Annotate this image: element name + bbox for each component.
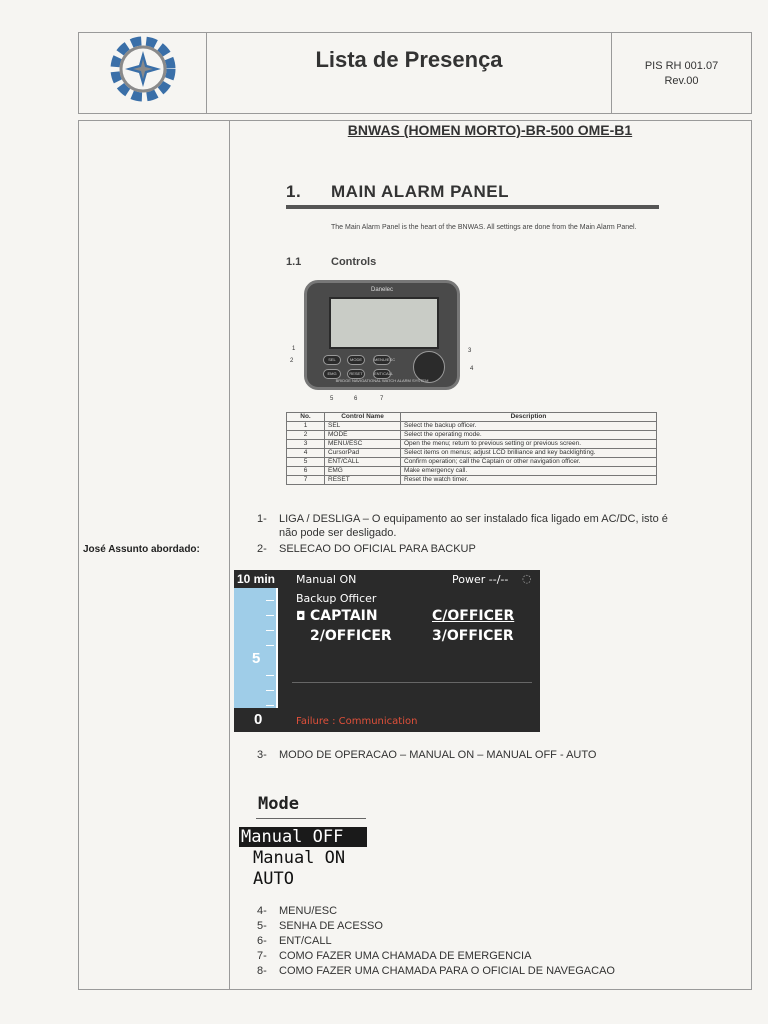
item-number: 4-: [257, 905, 267, 917]
cell-name: EMG: [325, 467, 401, 476]
list-item: [257, 949, 531, 963]
device-button-emg: EMG: [323, 369, 341, 379]
list-item: [257, 904, 337, 919]
doc-code: [612, 59, 751, 89]
mode-menu-title: Mode: [258, 794, 299, 814]
item-number: 8-: [257, 965, 267, 977]
alarm-panel-image: [304, 280, 460, 390]
item-text: MODO DE OPERACAO – MANUAL ON – MANUAL OFF - AUTO: [279, 749, 597, 761]
cell-desc: Select the backup officer.: [401, 422, 657, 431]
lcd-mode: Manual ON: [296, 573, 357, 586]
cell-name: RESET: [325, 476, 401, 485]
scale-low: 0: [234, 708, 278, 732]
lcd-power: Power --/--: [452, 573, 509, 586]
item-continuation: não pode ser desligado.: [279, 527, 397, 539]
document-subtitle: BNWAS (HOMEN MORTO)-BR-500 OME-B1: [347, 122, 633, 138]
device-button-menu: MENU/ESC: [373, 355, 391, 365]
scale-tick: [266, 615, 274, 616]
item-number: 6-: [257, 935, 267, 947]
item-text: ENT/CALL: [279, 935, 332, 947]
item-text: SENHA DE ACESSO: [279, 920, 383, 932]
list-item: [257, 919, 383, 933]
callout-5: 5: [330, 396, 334, 402]
lcd-heading: Backup Officer: [296, 592, 377, 605]
cell-no: 1: [287, 422, 325, 431]
col-control: Control Name: [325, 413, 401, 422]
table-row: [287, 449, 657, 458]
table-row: [287, 422, 657, 431]
item-number: 1-: [257, 513, 267, 525]
cell-no: 7: [287, 476, 325, 485]
doc-code-cell: [611, 33, 751, 113]
mode-option-manual-on: Manual ON: [253, 848, 346, 868]
left-label: José Assunto abordado:: [83, 544, 200, 555]
device-button-mode: MODE: [347, 355, 365, 365]
cell-no: 4: [287, 449, 325, 458]
callout-7: 7: [380, 396, 384, 402]
mode-option-auto: AUTO: [253, 869, 294, 889]
list-item: [257, 934, 332, 948]
item-text: COMO FAZER UMA CHAMADA PARA O OFICIAL DE NAVEGACAO: [279, 965, 615, 977]
lcd-spinner-icon: ◌: [522, 572, 532, 585]
table-row: [287, 458, 657, 467]
cell-name: SEL: [325, 422, 401, 431]
cell-no: 2: [287, 431, 325, 440]
callout-1: 1: [292, 346, 296, 352]
document-header: [78, 32, 752, 114]
backup-officer-screen: [234, 570, 540, 732]
scale-tick: [266, 645, 274, 646]
cell-name: MENU/ESC: [325, 440, 401, 449]
item-text: MENU/ESC: [279, 905, 338, 917]
mode-option-manual-off: Manual OFF: [239, 827, 367, 847]
device-button-sel: SEL: [323, 355, 341, 365]
subsection-number: 1.1: [286, 256, 302, 268]
doc-code-number: PIS RH 001.07: [644, 60, 719, 72]
company-logo-icon: [79, 33, 207, 113]
selected-marker-icon: ◘: [296, 609, 306, 623]
col-no: No.: [287, 413, 325, 422]
doc-revision: Rev.00: [664, 75, 699, 87]
callout-4: 4: [470, 366, 474, 372]
controls-table-header: [287, 413, 657, 422]
section-heading: [286, 182, 509, 202]
cell-desc: Select items on menus; adjust LCD brilliance and key backlighting.: [401, 449, 657, 458]
scale-tick: [266, 630, 274, 631]
page-title: Lista de Presença: [315, 47, 503, 72]
timer-label: 10 min: [234, 570, 278, 588]
item-text: LIGA / DESLIGA – O equipamento ao ser instalado fica ligado em AC/DC, isto é: [279, 513, 668, 525]
scale-tick: [266, 705, 274, 706]
officer-3-officer: 3/OFFICER: [432, 628, 514, 644]
cell-desc: Make emergency call.: [401, 467, 657, 476]
mode-menu-rule: [256, 818, 366, 819]
device-button-ent: ENT/CALL: [373, 369, 391, 379]
callout-2: 2: [290, 358, 294, 364]
device-footer: BRIDGE NAVIGATIONAL WATCH ALARM SYSTEM: [335, 378, 429, 383]
cell-no: 6: [287, 467, 325, 476]
cell-desc: Confirm operation; call the Captain or other navigation officer.: [401, 458, 657, 467]
subsection-heading: [286, 256, 376, 268]
item-number: 7-: [257, 950, 267, 962]
col-description: Description: [401, 413, 657, 422]
list-item: [257, 512, 737, 540]
cell-name: MODE: [325, 431, 401, 440]
item-text: SELECAO DO OFICIAL PARA BACKUP: [279, 543, 476, 555]
officer-captain: CAPTAIN: [310, 608, 378, 624]
item-number: 2-: [257, 543, 267, 555]
lcd-failure: Failure : Communication: [296, 716, 418, 727]
scale-tick: [266, 675, 274, 676]
item-number: 5-: [257, 920, 267, 932]
cell-desc: Open the menu; return to previous setting or previous screen.: [401, 440, 657, 449]
officer-2-officer: 2/OFFICER: [310, 628, 392, 644]
subsection-title: Controls: [331, 256, 377, 268]
scale-tick: [266, 600, 274, 601]
table-row: [287, 440, 657, 449]
cell-no: 3: [287, 440, 325, 449]
device-button-reset: RESET: [347, 369, 365, 379]
section-title: MAIN ALARM PANEL: [331, 182, 509, 201]
cell-desc: Select the operating mode.: [401, 431, 657, 440]
item-text: COMO FAZER UMA CHAMADA DE EMERGENCIA: [279, 950, 532, 962]
list-item: [257, 748, 596, 762]
logo-cell: [79, 33, 207, 113]
cell-no: 5: [287, 458, 325, 467]
device-lcd: [329, 297, 439, 349]
device-brand: Danelec: [370, 287, 393, 293]
officer-c-officer: C/OFFICER: [432, 608, 515, 624]
section-rule: [286, 205, 659, 209]
scale-mid: 5: [252, 650, 261, 667]
section-paragraph: The Main Alarm Panel is the heart of the BNWAS. All settings are done from the Main Alarm Panel.: [331, 224, 637, 231]
content-area: [0, 120, 768, 1000]
cell-name: CursorPad: [325, 449, 401, 458]
section-number: 1.: [286, 182, 302, 201]
lcd-separator: [292, 682, 532, 683]
callout-3: 3: [468, 348, 472, 354]
scale-tick: [266, 690, 274, 691]
cell-desc: Reset the watch timer.: [401, 476, 657, 485]
callout-6: 6: [354, 396, 358, 402]
list-item: [257, 964, 615, 978]
table-row: [287, 467, 657, 476]
item-number: 3-: [257, 749, 267, 761]
table-row: [287, 431, 657, 440]
cell-name: ENT/CALL: [325, 458, 401, 467]
table-row: [287, 476, 657, 485]
list-item: [257, 542, 476, 556]
controls-table: [286, 412, 657, 485]
